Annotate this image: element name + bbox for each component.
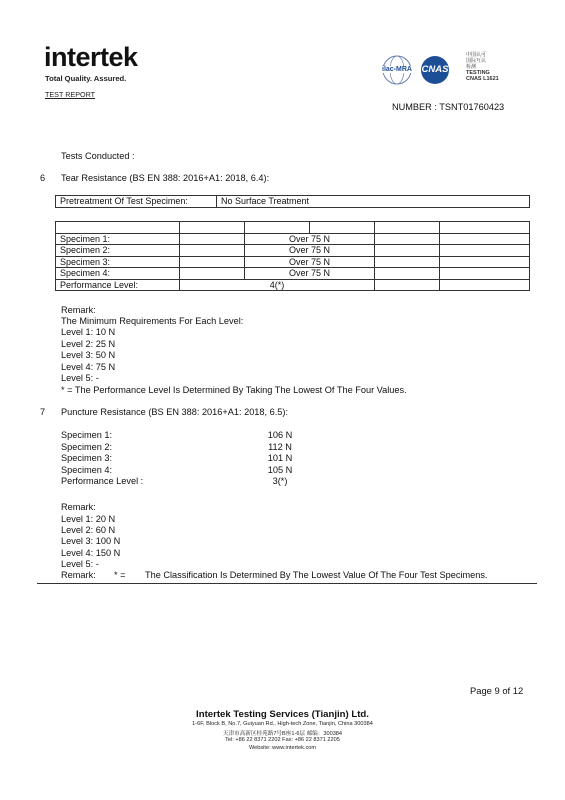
level-line: Level 5: -	[61, 373, 99, 383]
section-7-note: The Classification Is Determined By The Lowest Value Of The Four Test Specimens.	[145, 570, 488, 580]
level-line: Level 3: 100 N	[61, 536, 121, 546]
footer-address-cn: 天津市高新区桂苑路7号B座1-6层 邮编：300384	[222, 731, 343, 737]
level-line: Level 4: 150 N	[61, 548, 121, 558]
ilac-mra-label: ilac-MRA	[378, 66, 416, 73]
page-number: Page 9 of 12	[470, 685, 524, 696]
level-line: Level 4: 75 N	[61, 362, 116, 372]
section-6-remark: Remark:	[61, 305, 96, 315]
puncture-value: 106 N	[267, 430, 293, 440]
level-line: Level 1: 10 N	[61, 327, 116, 337]
tear-row-label: Performance Level:	[56, 279, 180, 291]
section-7-number: 7	[40, 407, 46, 417]
table-row	[56, 256, 530, 268]
table-row	[56, 245, 530, 257]
min-requirements: The Minimum Requirements For Each Level:	[61, 316, 244, 326]
table-row	[56, 279, 530, 291]
pretreatment-table	[55, 195, 530, 208]
level-line: Level 2: 25 N	[61, 339, 116, 349]
puncture-value: 101 N	[267, 453, 293, 463]
puncture-label: Specimen 2:	[61, 442, 113, 452]
test-report-label: TEST REPORT	[45, 90, 96, 99]
tear-resistance-table	[55, 221, 530, 291]
badge-cn-line-3: 检测	[466, 64, 477, 70]
puncture-label: Specimen 3:	[61, 453, 113, 463]
puncture-label: Performance Level :	[61, 476, 144, 486]
section-6-note: * = The Performance Level Is Determined By Taking The Lowest Of The Four Values.	[61, 385, 407, 395]
tear-row-value: Over 75 N	[245, 233, 375, 245]
puncture-label: Specimen 1:	[61, 430, 113, 440]
tests-conducted-heading: Tests Conducted :	[61, 151, 135, 161]
section-6-number: 6	[40, 173, 46, 183]
section-7-remark: Remark:	[61, 502, 96, 512]
puncture-label: Specimen 4:	[61, 465, 113, 475]
tear-row-label: Specimen 3:	[56, 256, 180, 268]
tear-performance-level: 4(*)	[180, 279, 375, 291]
section-7-title: Puncture Resistance (BS EN 388: 2016+A1: 2018, 6.5):	[61, 407, 289, 417]
pretreatment-label: Pretreatment Of Test Specimen:	[56, 196, 217, 208]
table-row	[56, 233, 530, 245]
cnas-label: CNAS	[421, 64, 449, 75]
logo-tagline: Total Quality. Assured.	[45, 74, 127, 83]
footer-company: Intertek Testing Services (Tianjin) Ltd.	[196, 709, 369, 720]
badge-code: CNAS L1621	[466, 76, 499, 82]
intertek-logo: intertek	[44, 42, 138, 72]
section-6-title: Tear Resistance (BS EN 388: 2016+A1: 2018, 6.4):	[61, 173, 270, 183]
level-line: Level 3: 50 N	[61, 350, 116, 360]
tear-row-value: Over 75 N	[245, 256, 375, 268]
level-line: Level 1: 20 N	[61, 514, 116, 524]
puncture-value: 105 N	[267, 465, 293, 475]
footer-tel: Tel: +86 22 8371 2202 Fax: +86 22 8371 2205	[225, 737, 340, 743]
section-7-note-star: * =	[114, 570, 126, 580]
table-row	[56, 268, 530, 280]
footer-website: Website: www.intertek.com	[248, 745, 317, 751]
level-line: Level 5: -	[61, 559, 99, 569]
report-number: NUMBER : TSNT01760423	[392, 102, 505, 112]
pretreatment-value: No Surface Treatment	[217, 196, 530, 208]
puncture-performance-level: 3(*)	[272, 476, 288, 486]
badge-cn-line-2: 国际互认	[466, 58, 487, 64]
tear-row-label: Specimen 1:	[56, 233, 180, 245]
tear-row-label: Specimen 2:	[56, 245, 180, 257]
tear-row-label: Specimen 4:	[56, 268, 180, 280]
level-line: Level 2: 60 N	[61, 525, 116, 535]
tear-row-value: Over 75 N	[245, 268, 375, 280]
section-7-note-label: Remark:	[61, 570, 96, 580]
tear-row-value: Over 75 N	[245, 245, 375, 257]
section-divider	[37, 583, 537, 584]
footer-address: 1-6F, Block B, No.7, Guiyuan Rd., High-tech Zone, Tianjin, China 300384	[192, 721, 373, 727]
accreditation-badge	[378, 52, 503, 96]
badge-cn-line-1: 中国认可	[466, 52, 487, 58]
puncture-value: 112 N	[268, 442, 292, 452]
badge-testing: TESTING	[466, 70, 490, 76]
